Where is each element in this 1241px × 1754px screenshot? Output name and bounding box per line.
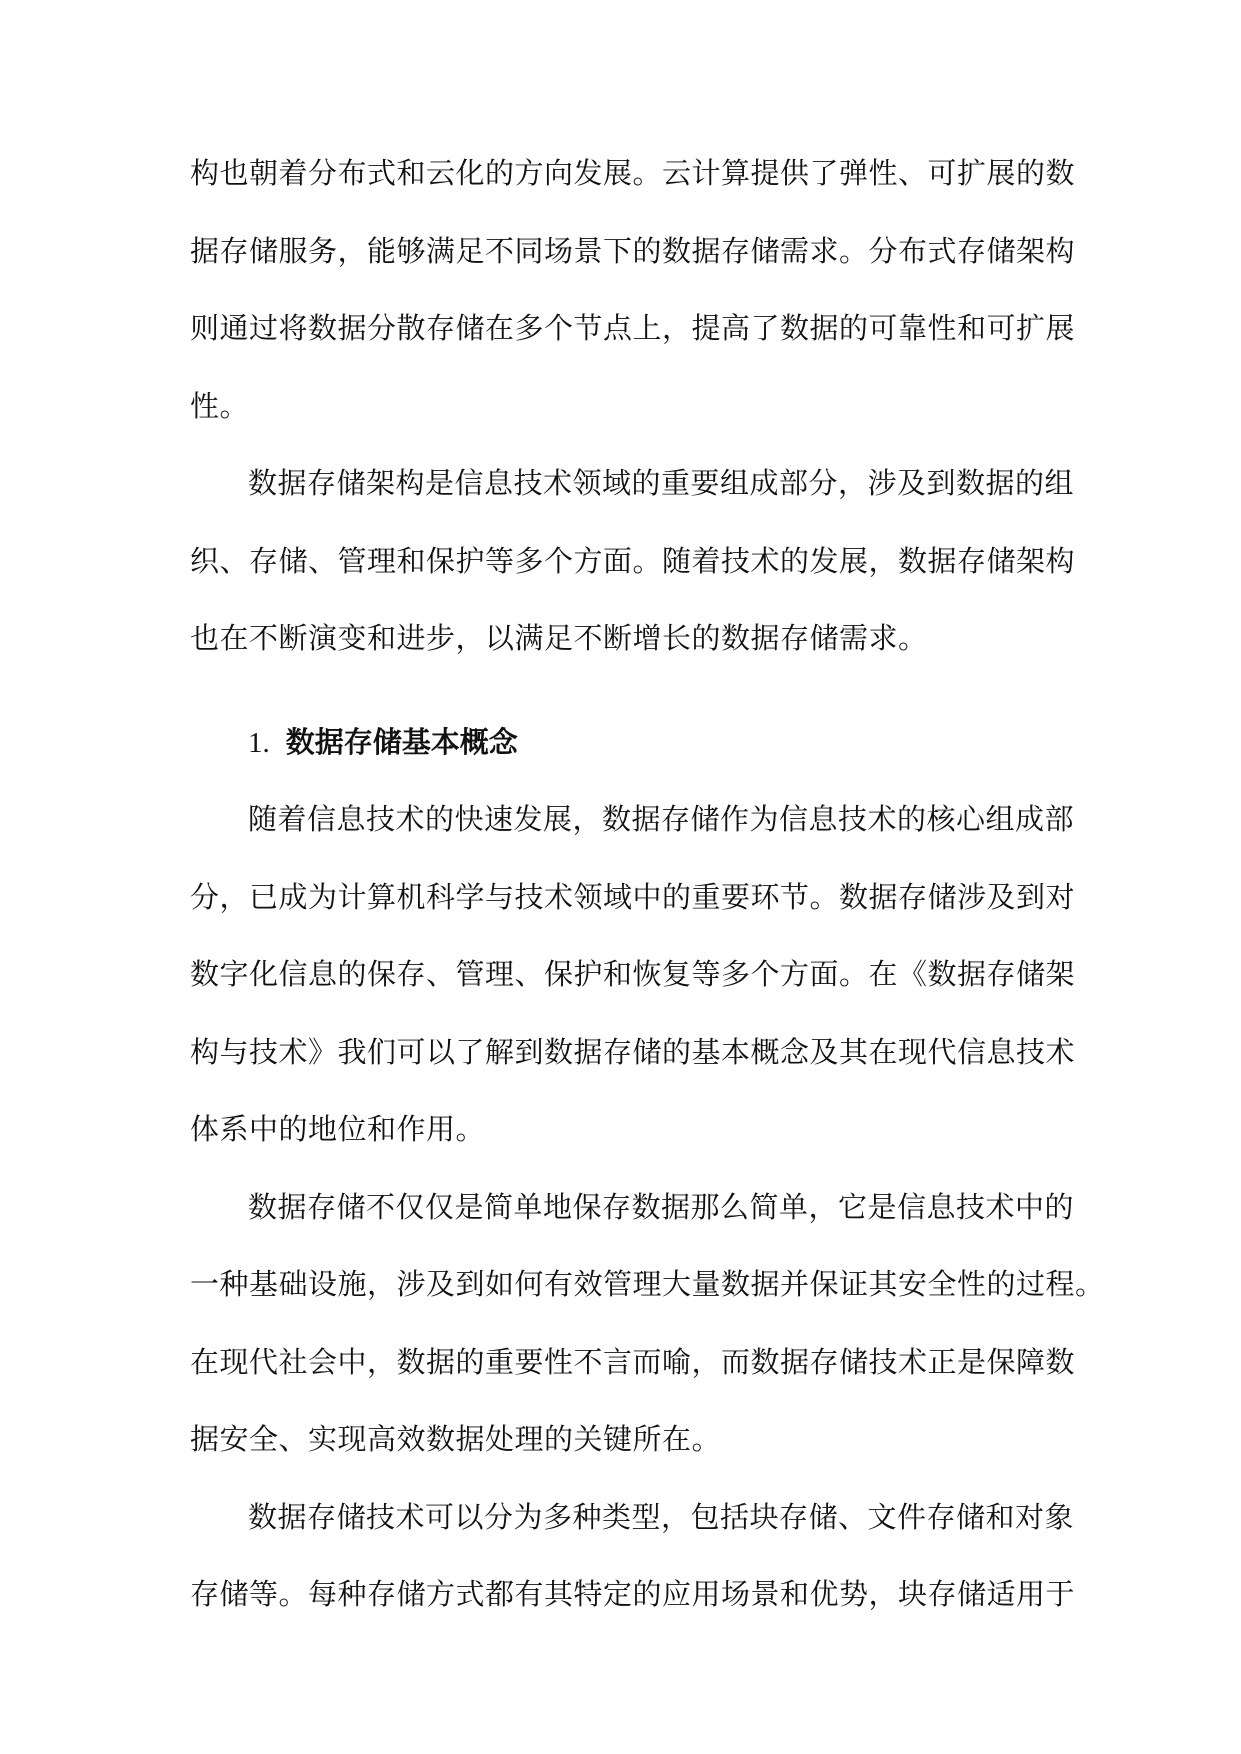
text-line: 一种基础设施，涉及到如何有效管理大量数据并保证其安全性的过程。 xyxy=(190,1267,1105,1301)
text-line: 在现代社会中，数据的重要性不言而喻，而数据存储技术正是保障数 xyxy=(190,1344,1076,1379)
text-line: 随着信息技术的快速发展，数据存储作为信息技术的核心组成部 xyxy=(248,802,1075,836)
section-spacer xyxy=(190,683,1054,709)
text-line: 也在不断演变和进步，以满足不断增长的数据存储需求。 xyxy=(190,621,928,655)
section-number: 1. xyxy=(248,726,270,759)
section-title: 数据存储基本概念 xyxy=(285,724,518,759)
section-heading xyxy=(190,709,1054,787)
text-line: 数据存储不仅仅是简单地保存数据那么简单，它是信息技术中的 xyxy=(248,1189,1075,1224)
paragraph xyxy=(190,1174,1105,1484)
text-line: 构也朝着分布式和云化的方向发展。云计算提供了弹性、可扩展的数 xyxy=(190,156,1076,190)
text-line: 性。 xyxy=(190,388,250,423)
text-line: 体系中的地位和作用。 xyxy=(190,1112,486,1146)
text-line: 织、存储、管理和保护等多个方面。随着技术的发展，数据存储架构 xyxy=(190,543,1076,578)
text-line: 存储等。每种存储方式都有其特定的应用场景和优势，块存储适用于 xyxy=(190,1577,1076,1611)
paragraph xyxy=(190,786,1076,1174)
paragraph xyxy=(190,140,1076,450)
document-body xyxy=(190,140,1105,1639)
text-line: 数据存储架构是信息技术领域的重要组成部分，涉及到数据的组 xyxy=(248,466,1075,500)
text-line: 据安全、实现高效数据处理的关键所在。 xyxy=(190,1422,722,1456)
text-line: 则通过将数据分散存储在多个节点上，提高了数据的可靠性和可扩展 xyxy=(190,311,1076,345)
text-line: 据存储服务，能够满足不同场景下的数据存储需求。分布式存储架构 xyxy=(190,233,1076,268)
paragraph xyxy=(190,450,1076,683)
text-line: 数字化信息的保存、管理、保护和恢复等多个方面。在《数据存储架 xyxy=(190,957,1076,991)
paragraph xyxy=(190,1484,1076,1639)
text-line: 分，已成为计算机科学与技术领域中的重要环节。数据存储涉及到对 xyxy=(190,879,1076,914)
text-line: 数据存储技术可以分为多种类型，包括块存储、文件存储和对象 xyxy=(248,1499,1075,1534)
text-line: 构与技术》我们可以了解到数据存储的基本概念及其在现代信息技术 xyxy=(190,1034,1076,1069)
